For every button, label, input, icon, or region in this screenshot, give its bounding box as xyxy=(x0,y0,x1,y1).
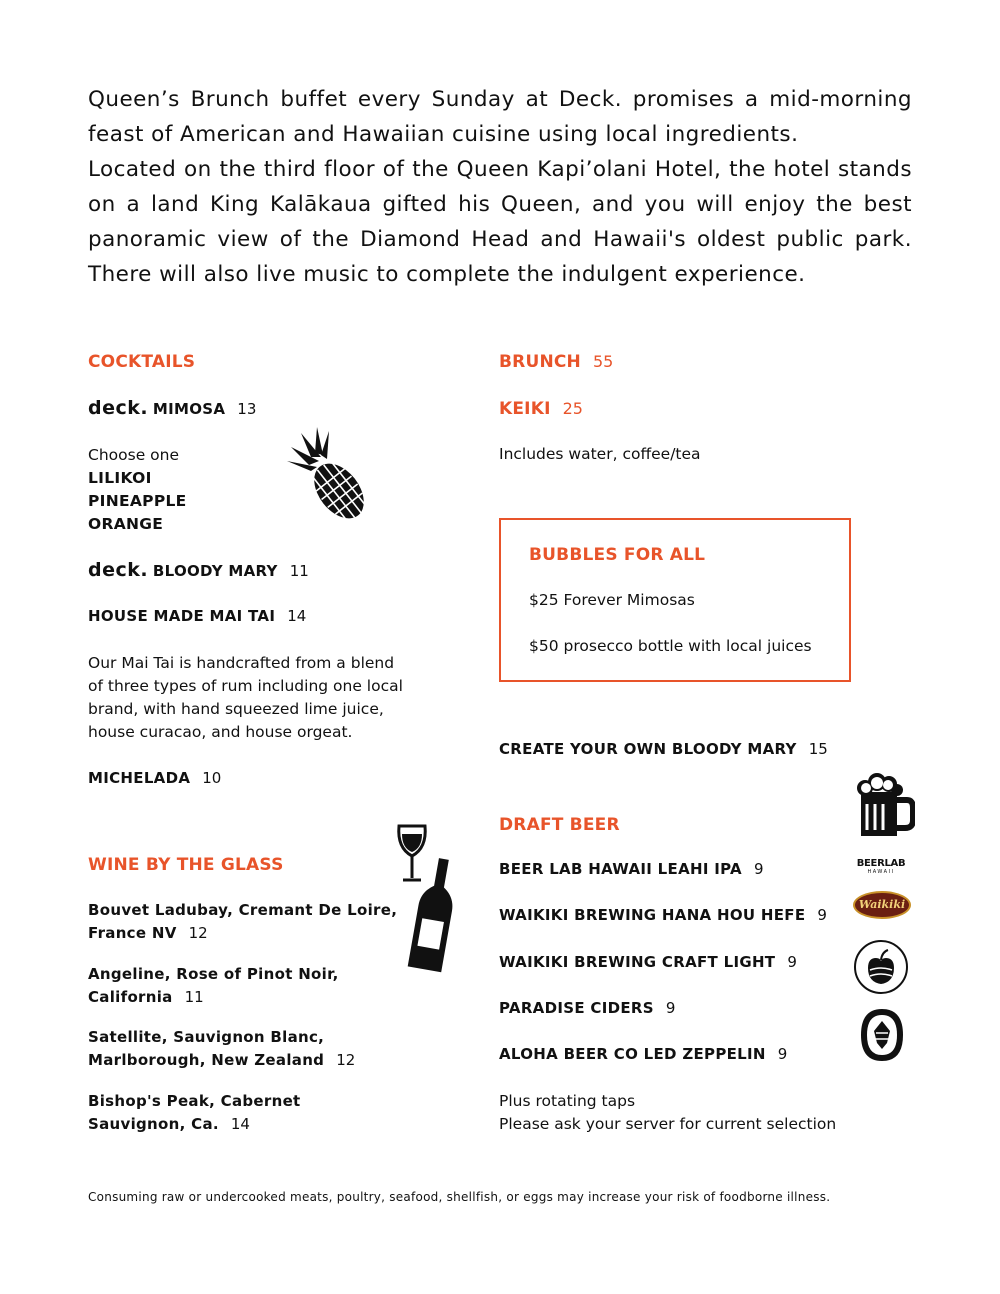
wine-bottle-glass-icon xyxy=(393,820,463,975)
bloody-mary-item xyxy=(88,559,309,583)
wine-price: 14 xyxy=(230,1115,250,1133)
wine-name-line: France NV xyxy=(88,924,177,942)
beer-name: WAIKIKI BREWING HANA HOU HEFE xyxy=(499,906,806,924)
wine-name-line: Marlborough, New Zealand xyxy=(88,1051,325,1069)
beer-item xyxy=(499,1043,787,1066)
wine-price: 12 xyxy=(188,924,208,942)
beer-name: PARADISE CIDERS xyxy=(499,999,654,1017)
pineapple-icon xyxy=(287,425,377,525)
draft-beer-heading: DRAFT BEER xyxy=(499,815,620,835)
beer-price: 9 xyxy=(817,906,827,924)
bubbles-line-1: $25 Forever Mimosas xyxy=(529,591,695,609)
choice-orange: ORANGE xyxy=(88,515,164,533)
brunch-label: BRUNCH xyxy=(499,352,581,372)
wine-item xyxy=(88,1090,301,1136)
bloody-mary-name: BLOODY MARY xyxy=(152,562,278,580)
create-bloody-mary-price: 15 xyxy=(808,740,828,758)
wine-name-line: Bouvet Ladubay, Cremant De Loire, xyxy=(88,901,398,919)
michelada-price: 10 xyxy=(202,769,222,787)
beer-name: ALOHA BEER CO LED ZEPPELIN xyxy=(499,1045,766,1063)
wine-name-line: Satellite, Sauvignon Blanc, xyxy=(88,1028,325,1046)
create-bloody-mary-name: CREATE YOUR OWN BLOODY MARY xyxy=(499,740,797,758)
mai-tai-price: 14 xyxy=(287,607,307,625)
cocktails-heading: COCKTAILS xyxy=(88,352,196,372)
aloha-beer-logo xyxy=(859,1007,905,1063)
beerlab-logo xyxy=(852,859,910,875)
mai-tai-name: HOUSE MADE MAI TAI xyxy=(88,607,276,625)
wine-name-line: Bishop's Peak, Cabernet xyxy=(88,1092,301,1110)
create-bloody-mary-item xyxy=(499,738,828,761)
michelada-item xyxy=(88,767,221,790)
deck-brand-2: deck. xyxy=(88,559,149,581)
mai-tai-desc-line: Our Mai Tai is handcrafted from a blend xyxy=(88,654,395,672)
deck-brand: deck. xyxy=(88,397,149,419)
beer-price: 9 xyxy=(665,999,676,1017)
wine-heading: WINE BY THE GLASS xyxy=(88,855,284,875)
mai-tai-description xyxy=(88,652,403,744)
paradise-ciders-logo xyxy=(852,938,910,996)
mai-tai-item xyxy=(88,605,306,628)
beer-price: 9 xyxy=(777,1045,788,1063)
beer-mug-icon xyxy=(853,770,915,840)
wine-item xyxy=(88,899,397,945)
michelada-name: MICHELADA xyxy=(88,769,191,787)
keiki-label: KEIKI xyxy=(499,399,551,419)
beer-name: WAIKIKI BREWING CRAFT LIGHT xyxy=(499,953,776,971)
beerlab-logo-text: BEERLAB xyxy=(856,858,906,869)
mai-tai-desc-line: house curacao, and house orgeat. xyxy=(88,723,353,741)
beer-item xyxy=(499,997,675,1020)
wine-item xyxy=(88,963,339,1009)
beer-item xyxy=(499,904,827,927)
wine-item xyxy=(88,1026,355,1072)
mimosa-item xyxy=(88,397,256,421)
choice-pineapple: PINEAPPLE xyxy=(88,492,187,510)
rotating-taps xyxy=(499,1090,836,1136)
beer-item xyxy=(499,858,764,881)
includes-text: Includes water, coffee/tea xyxy=(499,445,701,463)
rotating-line-2: Please ask your server for current selection xyxy=(499,1115,837,1133)
wine-name-line: Angeline, Rose of Pinot Noir, xyxy=(88,965,339,983)
beer-price: 9 xyxy=(787,953,797,971)
beerlab-logo-sub: HAWAII xyxy=(867,869,895,875)
wine-name-line: California xyxy=(88,988,173,1006)
disclaimer: Consuming raw or undercooked meats, poultry, seafood, shellfish, or eggs may increase your risk of foodborne illness. xyxy=(88,1190,831,1204)
beer-name: BEER LAB HAWAII LEAHI IPA xyxy=(499,860,742,878)
keiki-line xyxy=(499,399,583,419)
keiki-price: 25 xyxy=(562,399,583,418)
waikiki-logo-text: Waikiki xyxy=(858,898,906,911)
bubbles-heading: BUBBLES FOR ALL xyxy=(529,545,706,565)
brunch-price: 55 xyxy=(592,352,614,371)
waikiki-logo xyxy=(853,891,911,919)
beer-price: 9 xyxy=(753,860,764,878)
beer-item xyxy=(499,951,797,974)
wine-price: 11 xyxy=(184,988,204,1006)
mimosa-name: MIMOSA xyxy=(152,400,226,418)
choose-label: Choose one xyxy=(88,446,179,464)
intro-line-1: Queen’s Brunch buffet every Sunday at Deck. promises a mid-morning feast of American and Hawaiian cuisine using local ingredients. xyxy=(88,87,912,147)
choice-lilikoi: LILIKOI xyxy=(88,469,152,487)
bubbles-line-2: $50 prosecco bottle with local juices xyxy=(529,637,812,655)
mai-tai-desc-line: of three types of rum including one local xyxy=(88,677,403,695)
wine-price: 12 xyxy=(336,1051,356,1069)
intro-text xyxy=(88,82,912,292)
mai-tai-desc-line: brand, with hand squeezed lime juice, xyxy=(88,700,384,718)
bloody-mary-price: 11 xyxy=(289,562,309,580)
mimosa-choices xyxy=(88,444,187,536)
brunch-line xyxy=(499,352,613,372)
intro-line-2: Located on the third floor of the Queen Kapi’olani Hotel, the hotel stands on a land King Kalākaua gifted his Queen, and you will enjoy the best panoramic view of the Diamond Head and Hawaii's oldest public park. There will also live music to complete the indulgent experience. xyxy=(88,157,912,287)
mimosa-price: 13 xyxy=(237,400,257,418)
rotating-line-1: Plus rotating taps xyxy=(499,1092,636,1110)
wine-name-line: Sauvignon, Ca. xyxy=(88,1115,219,1133)
